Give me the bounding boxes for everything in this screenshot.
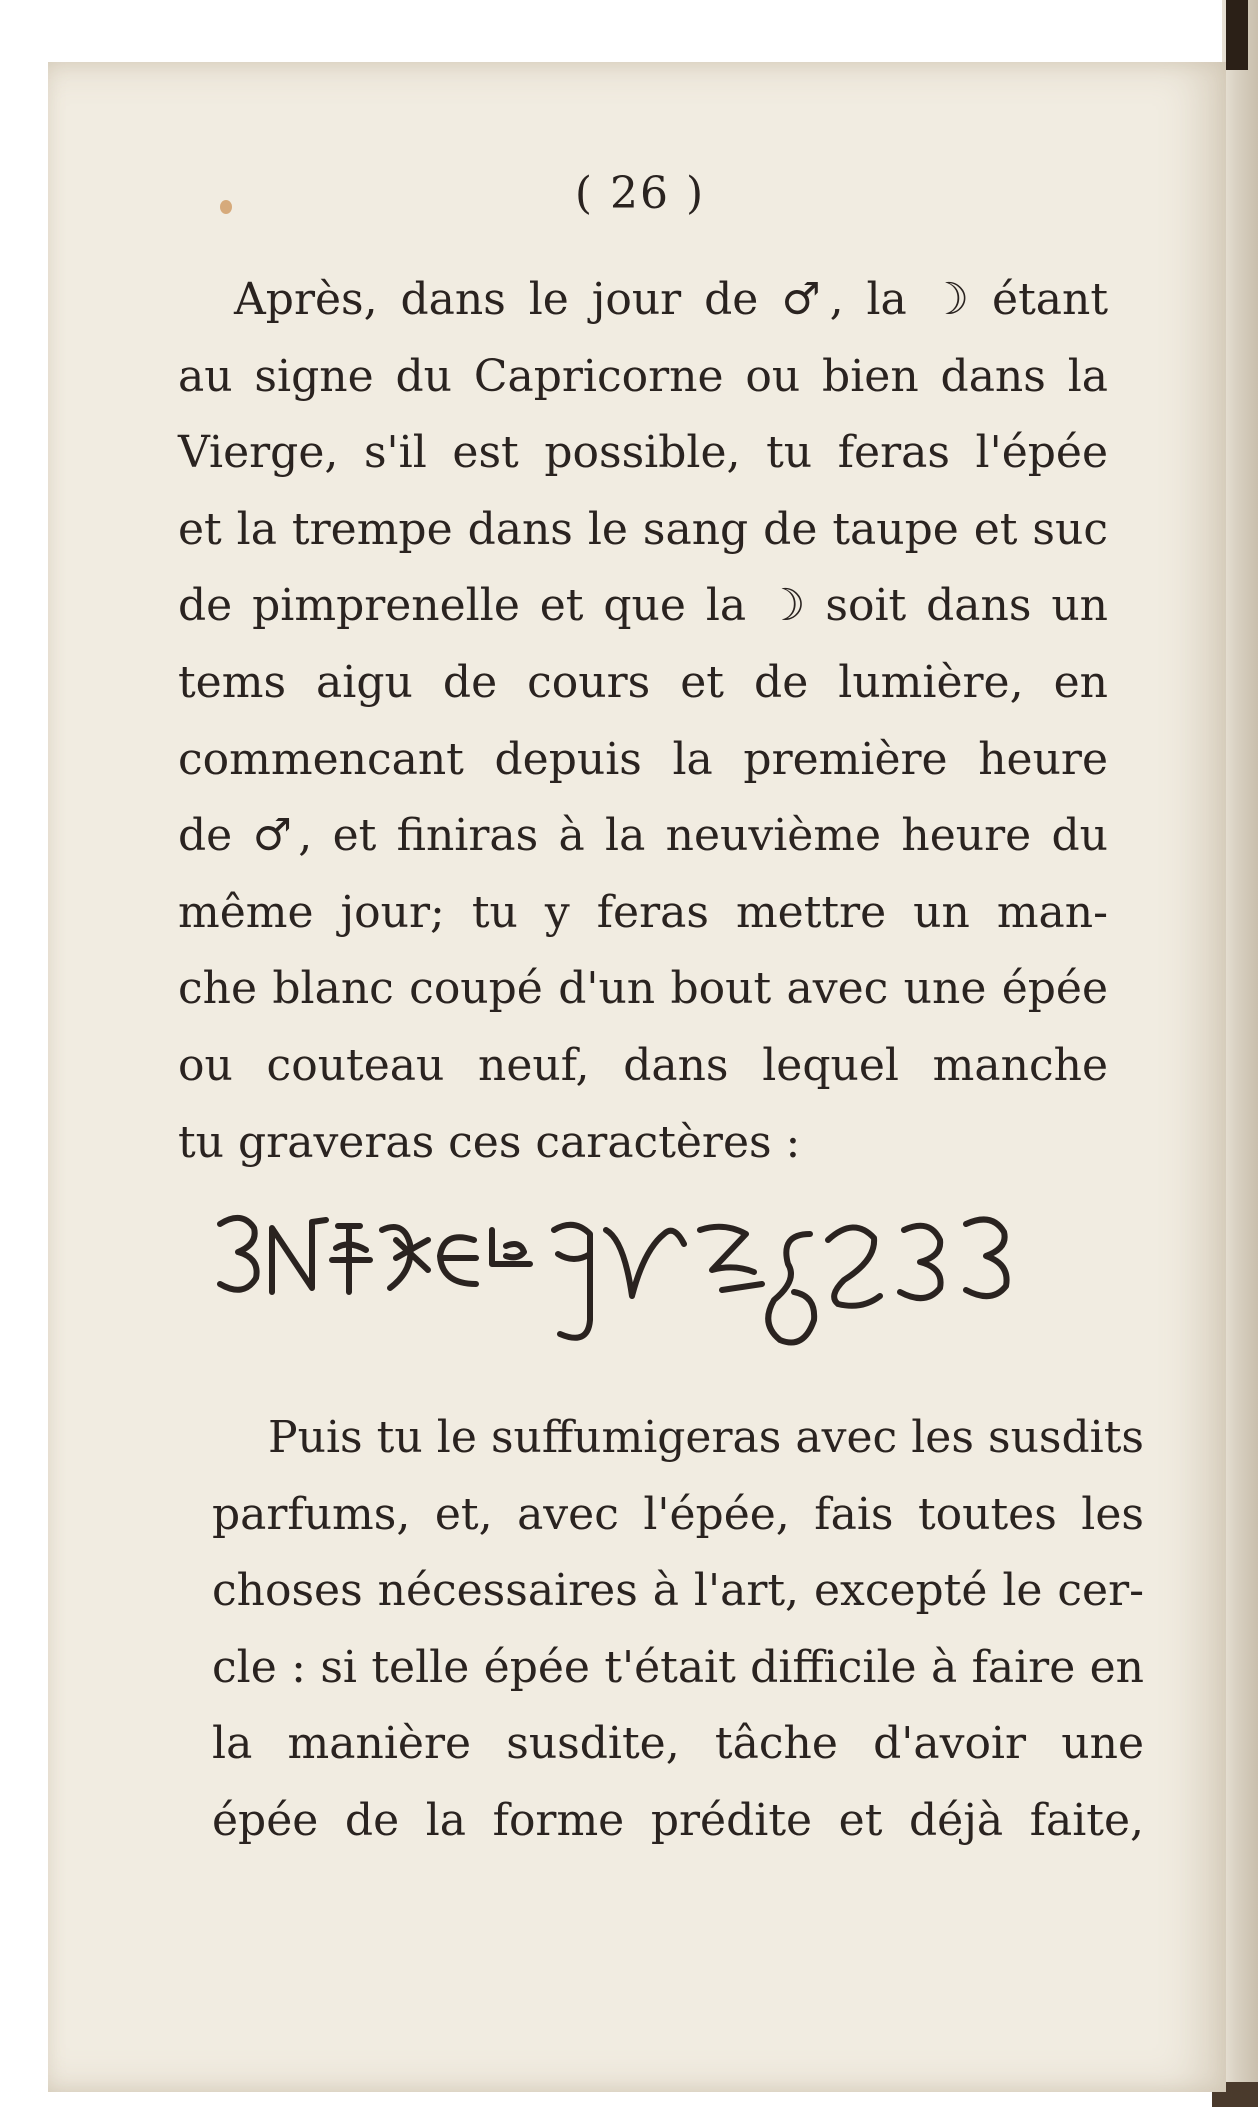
binding-edge-top — [1226, 0, 1248, 70]
text-line: Puis tu le suffumigeras avec les susdits — [268, 1412, 1144, 1463]
text-line: de ♂, et finiras à la neuvième heure du — [178, 810, 1108, 862]
text-line: tems aigu de cours et de lumière, en — [178, 656, 1108, 708]
text-line: Après, dans le jour de ♂, la ☽ étant — [234, 274, 1108, 325]
text-line: épée de la forme prédite et déjà faite, — [212, 1794, 1144, 1846]
text-line: parfums, et, avec l'épée, fais toutes les — [212, 1488, 1144, 1540]
text-line: au signe du Capricorne ou bien dans la — [178, 350, 1108, 402]
text-line: cle : si telle épée t'était difficile à faire en — [212, 1641, 1144, 1693]
text-line: tu graveras ces caractères : — [178, 1116, 801, 1168]
text-line: ou couteau neuf, dans lequel manche — [178, 1039, 1108, 1091]
text-line: et la trempe dans le sang de taupe et suc — [178, 503, 1108, 555]
paragraph-2 — [212, 1400, 1144, 1860]
page-number: ( 26 ) — [574, 168, 706, 219]
text-line: che blanc coupé d'un bout avec une épée — [178, 963, 1108, 1015]
book-spine — [1222, 0, 1258, 2107]
text-line: choses nécessaires à l'art, excepté le cer- — [212, 1565, 1144, 1617]
text-line: même jour; tu y feras mettre un man- — [178, 886, 1108, 938]
paper-stain — [220, 200, 232, 214]
text-line: la manière susdite, tâche d'avoir une — [212, 1718, 1144, 1770]
paragraph-1 — [178, 262, 1108, 1181]
text-line: de pimprenelle et que la ☽ soit dans un — [178, 580, 1108, 632]
magical-characters-figure — [214, 1200, 1084, 1360]
text-line: commencant depuis la première heure — [178, 733, 1108, 785]
text-line: Vierge, s'il est possible, tu feras l'épée — [178, 427, 1108, 479]
